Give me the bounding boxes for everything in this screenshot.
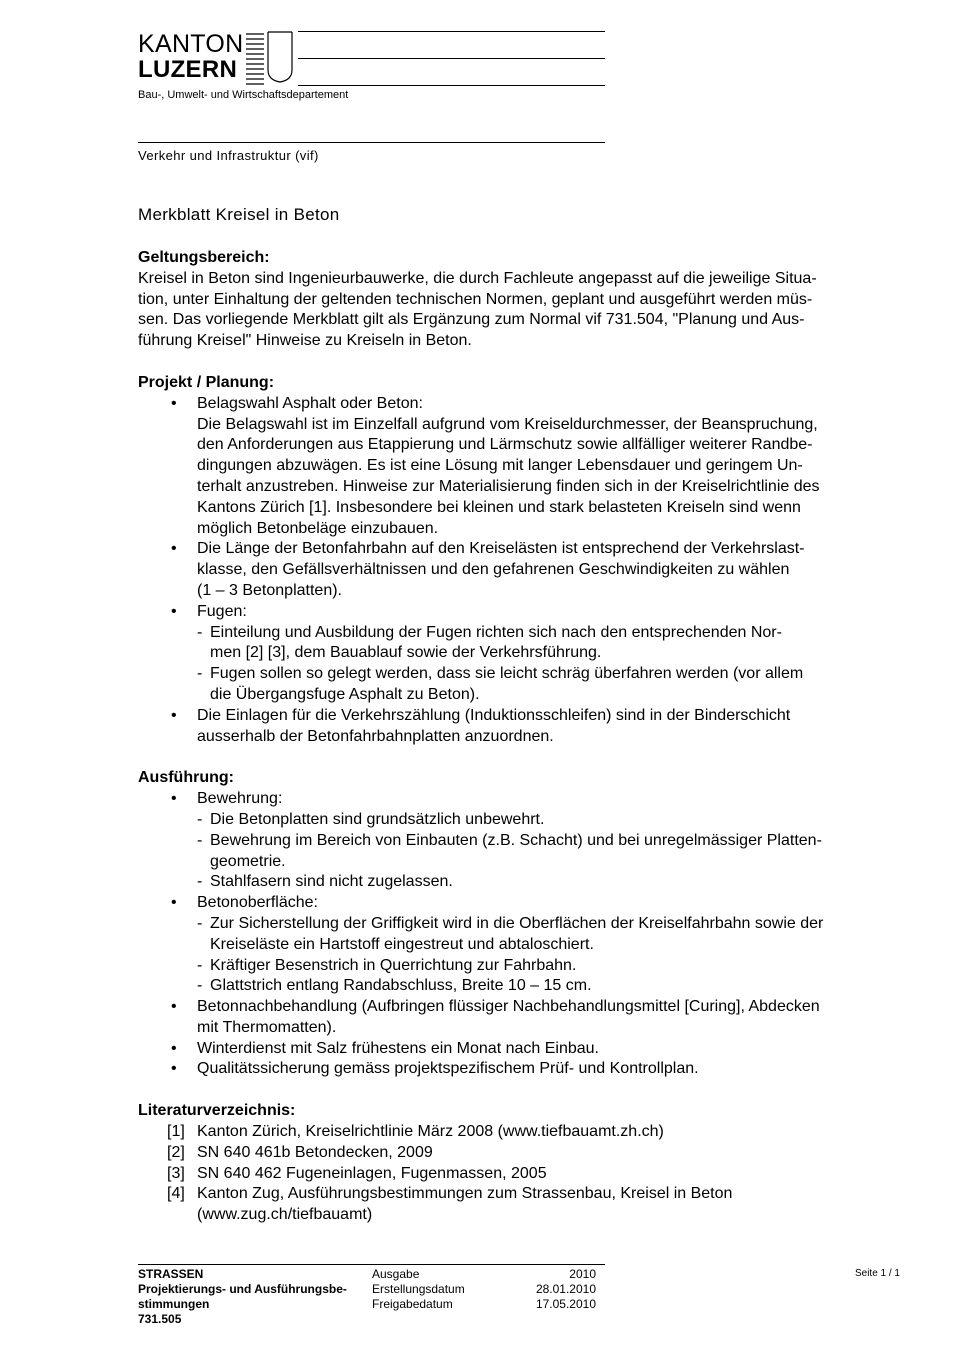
footer-category: STRASSEN (138, 1267, 204, 1281)
section-heading: Literaturverzeichnis: (138, 1102, 296, 1120)
text-line: dingungen abzuwägen. Es ist eine Lösung mit langer Lebensdauer und geringem Un- (197, 457, 803, 475)
footer-doc-type: Projektierungs- und Ausführungsbe- (138, 1282, 347, 1296)
list-item (138, 1059, 900, 1080)
list-item (138, 1039, 900, 1060)
text-line: geometrie. (210, 852, 286, 870)
sub-list-item (138, 872, 900, 893)
text-line: tion, unter Einhaltung der geltenden technischen Normen, geplant und ausgeführt werden müs- (138, 290, 813, 308)
text-line: (1 – 3 Betonplatten). (197, 581, 342, 599)
reference-number: [4] (167, 1185, 185, 1203)
sub-list-item (138, 623, 900, 665)
reference-number: [3] (167, 1164, 185, 1182)
text-line: Kanton Zug, Ausführungsbestimmungen zum Strassenbau, Kreisel in Beton (197, 1185, 733, 1203)
text-line: Kreiseläste ein Hartstoff eingestreut und abtaloschiert. (210, 935, 594, 953)
sub-list-item (138, 976, 900, 997)
reference-number: [2] (167, 1143, 185, 1161)
document-body (138, 248, 900, 1226)
text-line: Kräftiger Besenstrich in Querrichtung zur Fahrbahn. (210, 956, 577, 974)
bullet-icon: • (171, 894, 177, 912)
value-erstellungsdatum: 28.01.2010 (535, 1282, 596, 1296)
footer-doc-type: stimmungen (138, 1297, 210, 1311)
footer-values (500, 1267, 596, 1312)
text-line: Einteilung und Ausbildung der Fugen richten sich nach den entsprechenden Nor- (210, 623, 782, 641)
label-ausgabe: Ausgabe (372, 1267, 420, 1281)
dash-icon: - (197, 623, 203, 641)
bullet-icon: • (171, 1039, 177, 1057)
text-line: Die Betonplatten sind grundsätzlich unbewehrt. (210, 810, 545, 828)
reference-item (138, 1143, 900, 1164)
value-ausgabe: 2010 (569, 1267, 596, 1281)
list-item (138, 997, 900, 1039)
document-title: Merkblatt Kreisel in Beton (138, 205, 340, 224)
text-line: men [2] [3], dem Bauablauf sowie der Verkehrsführung. (210, 644, 602, 662)
reference-item (138, 1184, 900, 1226)
dash-icon: - (197, 873, 203, 891)
text-line: Fugen: (197, 602, 247, 620)
dash-icon: - (197, 831, 203, 849)
text-line: Fugen sollen so gelegt werden, dass sie leicht schräg überfahren werden (vor allem (210, 665, 804, 683)
value-freigabedatum: 17.05.2010 (535, 1297, 596, 1311)
label-freigabedatum: Freigabedatum (372, 1297, 453, 1311)
sub-list-item (138, 831, 900, 873)
text-line: den Anforderungen aus Etappierung und Lärmschutz sowie allfälliger weiterer Randbe- (197, 436, 813, 454)
letterhead-line (298, 85, 605, 86)
text-line: ausserhalb der Betonfahrbahnplatten anzuordnen. (197, 727, 554, 745)
section-ausfuehrung (138, 768, 900, 1080)
text-line: möglich Betonbeläge einzubauen. (197, 519, 439, 537)
list-item (138, 602, 900, 623)
text-line: Die Belagswahl ist im Einzelfall aufgrund vom Kreiseldurchmesser, der Beanspruchung, (197, 415, 818, 433)
text-line: Bewehrung im Bereich von Einbauten (z.B. Schacht) und bei unregelmässiger Platten- (210, 831, 822, 849)
logo-kanton-text: KANTON (138, 30, 244, 58)
list-item (138, 706, 900, 748)
text-line: führung Kreisel" Hinweise zu Kreiseln in Beton. (138, 332, 472, 350)
text-line: Kantons Zürich [1]. Insbesondere bei kleinen und stark belasteten Kreiseln sind wenn (197, 498, 801, 516)
text-line: Die Länge der Betonfahrbahn auf den Kreiselästen ist entsprechend der Verkehrslast- (197, 540, 805, 558)
list-item (138, 539, 900, 601)
text-line: SN 640 462 Fugeneinlagen, Fugenmassen, 2005 (197, 1164, 547, 1182)
section-heading: Geltungsbereich: (138, 249, 270, 266)
department-name: Bau-, Umwelt- und Wirtschaftsdepartement (138, 89, 349, 101)
section-heading: Projekt / Planung: (138, 373, 275, 391)
dash-icon: - (197, 810, 203, 828)
sub-list-item (138, 914, 900, 956)
reference-item (138, 1164, 900, 1185)
bullet-icon: • (171, 790, 177, 808)
reference-item (138, 1122, 900, 1143)
text-line: Betonoberfläche: (197, 894, 318, 912)
bullet-icon: • (171, 602, 177, 620)
text-line: Kreisel in Beton sind Ingenieurbauwerke, die durch Fachleute angepasst auf die jeweilige Situa- (138, 269, 817, 287)
dash-icon: - (197, 665, 203, 683)
header-divider (138, 142, 605, 143)
text-line: sen. Das vorliegende Merkblatt gilt als Ergänzung zum Normal vif 731.504, "Planung und Aus- (138, 311, 805, 329)
text-line: Qualitätssicherung gemäss projektspezifischem Prüf- und Kontrollplan. (197, 1060, 699, 1078)
list-item (138, 394, 900, 540)
label-erstellungsdatum: Erstellungsdatum (372, 1282, 465, 1296)
bullet-icon: • (171, 706, 177, 724)
page-number: Seite 1 / 1 (854, 1268, 900, 1279)
text-line: Zur Sicherstellung der Griffigkeit wird in die Oberflächen der Kreiselfahrbahn sowie der (210, 914, 824, 932)
coat-of-arms-icon (244, 30, 294, 86)
sub-list-item (138, 664, 900, 706)
logo-luzern-text: LUZERN (138, 56, 238, 83)
text-line: SN 640 461b Betondecken, 2009 (197, 1143, 433, 1161)
text-line: Bewehrung: (197, 790, 283, 808)
dash-icon: - (197, 956, 203, 974)
text-line: klasse, den Gefällsverhältnissen und den gefahrenen Geschwindigkeiten zu wählen (197, 561, 790, 579)
bullet-icon: • (171, 540, 177, 558)
text-line: mit Thermomatten). (197, 1018, 337, 1036)
dash-icon: - (197, 914, 203, 932)
text-line: Winterdienst mit Salz frühestens ein Monat nach Einbau. (197, 1039, 599, 1057)
sub-list-item (138, 956, 900, 977)
sub-list-item (138, 810, 900, 831)
section-heading: Ausführung: (138, 769, 234, 787)
footer-divider (138, 1264, 605, 1265)
reference-number: [1] (167, 1123, 185, 1141)
section-projekt-planung (138, 373, 900, 747)
text-line: Die Einlagen für die Verkehrszählung (Induktionsschleifen) sind in der Binderschicht (197, 706, 791, 724)
bullet-icon: • (171, 998, 177, 1016)
bullet-icon: • (171, 394, 177, 412)
dash-icon: - (197, 977, 203, 995)
text-line: Glattstrich entlang Randabschluss, Breite 10 – 15 cm. (210, 977, 592, 995)
unit-name: Verkehr und Infrastruktur (vif) (138, 148, 319, 163)
text-line: Betonnachbehandlung (Aufbringen flüssiger Nachbehandlungsmittel [Curing], Abdecken (197, 998, 820, 1016)
list-item (138, 893, 900, 914)
section-geltungsbereich (138, 248, 900, 352)
section-literaturverzeichnis (138, 1101, 900, 1226)
footer-doc-info (138, 1267, 368, 1327)
bullet-icon: • (171, 1060, 177, 1078)
text-line: Kanton Zürich, Kreiselrichtlinie März 2008 (www.tiefbauamt.zh.ch) (197, 1123, 664, 1141)
text-line: (www.zug.ch/tiefbauamt) (197, 1206, 373, 1224)
text-line: Stahlfasern sind nicht zugelassen. (210, 873, 453, 891)
letterhead-line (298, 31, 605, 32)
letterhead-line (298, 58, 605, 59)
text-line: die Übergangsfuge Asphalt zu Beton). (210, 685, 480, 703)
text-line: Belagswahl Asphalt oder Beton: (197, 394, 423, 412)
footer-labels (372, 1267, 492, 1312)
list-item (138, 789, 900, 810)
footer-doc-number: 731.505 (138, 1312, 182, 1326)
text-line: terhalt anzustreben. Hinweise zur Materialisierung finden sich in der Kreiselrichtlinie des (197, 477, 820, 495)
